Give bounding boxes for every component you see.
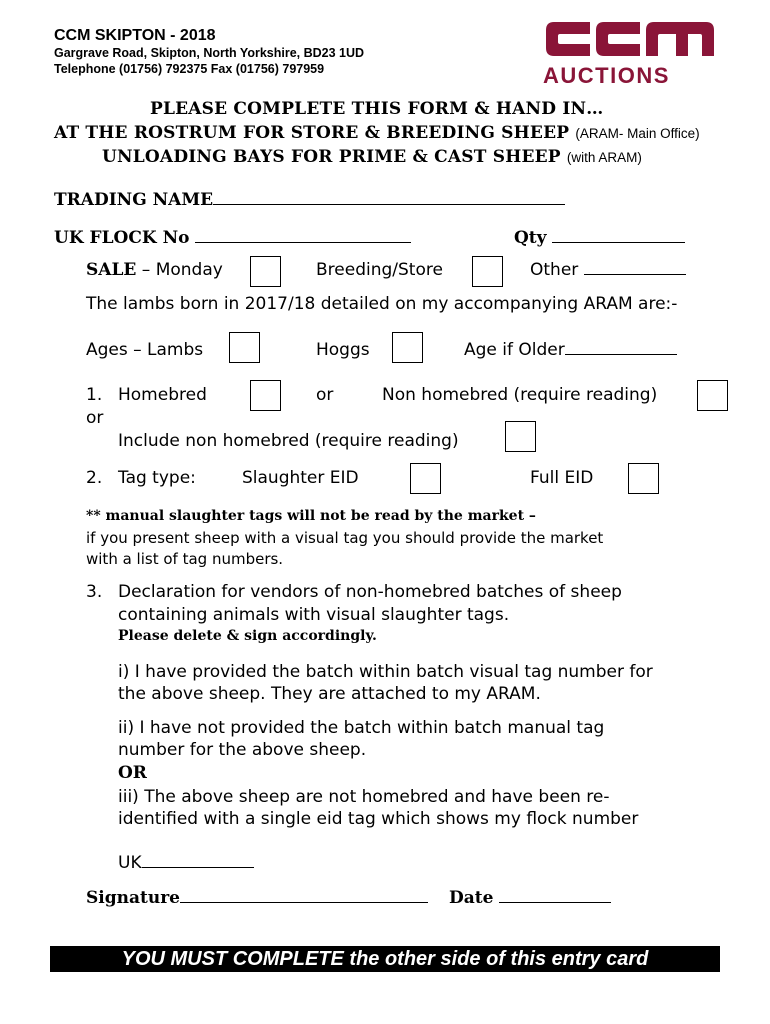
- qty-label: Qty: [514, 228, 547, 248]
- age-older-field[interactable]: [565, 340, 677, 355]
- title-line-3-note: (with ARAM): [566, 150, 642, 165]
- qty-field[interactable]: [552, 228, 685, 243]
- notice-dash: –: [524, 508, 536, 524]
- slaughter-eid-label: Slaughter EID: [242, 468, 359, 488]
- title-line-2: [54, 123, 700, 143]
- sale-label: [86, 260, 223, 280]
- declaration-line-2: containing animals with visual slaughter tags.: [118, 605, 510, 625]
- breeding-store-label: Breeding/Store: [316, 260, 443, 280]
- item2-number: 2.: [86, 468, 103, 488]
- non-homebred-checkbox[interactable]: [697, 380, 728, 411]
- ages-lambs-checkbox[interactable]: [229, 332, 260, 363]
- option-i-line-1: i) I have provided the batch within batch visual tag number for: [118, 662, 653, 682]
- option-ii-line-2: number for the above sheep.: [118, 740, 367, 760]
- ages-lambs-label: Ages – Lambs: [86, 340, 204, 360]
- sale-day: – Monday: [136, 260, 223, 280]
- qty-row: [514, 228, 685, 248]
- title-line-3-main: UNLOADING BAYS FOR PRIME & CAST SHEEP: [102, 147, 561, 167]
- non-homebred-label: Non homebred (require reading): [382, 385, 658, 405]
- notice-line-1: [86, 508, 536, 524]
- slaughter-eid-checkbox[interactable]: [410, 463, 441, 494]
- option-ii-line-1: ii) I have not provided the batch within batch manual tag: [118, 718, 605, 738]
- hoggs-checkbox[interactable]: [392, 332, 423, 363]
- company-name: CCM SKIPTON - 2018: [54, 27, 216, 44]
- notice-bold: manual slaughter tags will not be read by the market: [105, 508, 525, 524]
- trading-name-label: TRADING NAME: [54, 190, 214, 210]
- signature-field[interactable]: [180, 888, 428, 903]
- item1-or-2: or: [86, 408, 104, 428]
- homebred-label: Homebred: [118, 385, 207, 405]
- company-address: Gargrave Road, Skipton, North Yorkshire, BD23 1UD: [54, 46, 365, 60]
- uk-flock-label: UK FLOCK No: [54, 228, 190, 248]
- company-phone: Telephone (01756) 792375 Fax (01756) 797959: [54, 62, 325, 76]
- notice-stars: **: [86, 508, 101, 524]
- declaration-instruction: Please delete & sign accordingly.: [118, 628, 377, 644]
- complete-other-side-banner: YOU MUST COMPLETE the other side of this entry card: [50, 946, 720, 972]
- hoggs-label: Hoggs: [316, 340, 370, 360]
- include-non-homebred-checkbox[interactable]: [505, 421, 536, 452]
- homebred-checkbox[interactable]: [250, 380, 281, 411]
- sale-monday-checkbox[interactable]: [250, 256, 281, 287]
- notice-line-3: with a list of tag numbers.: [86, 550, 284, 568]
- item1-or: or: [316, 385, 334, 405]
- age-older-row: [464, 340, 677, 360]
- title-line-3: [102, 147, 642, 167]
- item1-number: 1.: [86, 385, 103, 405]
- notice-line-2: if you present sheep with a visual tag you should provide the market: [86, 529, 604, 547]
- trading-name-row: [54, 190, 565, 210]
- include-non-homebred-label: Include non homebred (require reading): [118, 431, 459, 451]
- signature-row: [86, 888, 428, 908]
- signature-label: Signature: [86, 888, 180, 908]
- date-row: [449, 888, 611, 908]
- option-or: OR: [118, 763, 147, 783]
- other-label: Other: [530, 260, 579, 280]
- other-row: [530, 260, 686, 280]
- uk-number-row: [118, 853, 254, 873]
- ccm-logo-mark: [542, 20, 716, 68]
- other-field[interactable]: [584, 260, 686, 275]
- title-line-2-note: (ARAM- Main Office): [575, 126, 700, 141]
- full-eid-checkbox[interactable]: [628, 463, 659, 494]
- option-iii-line-2: identified with a single eid tag which shows my flock number: [118, 809, 639, 829]
- title-line-1: PLEASE COMPLETE THIS FORM & HAND IN…: [150, 99, 604, 119]
- date-label: Date: [449, 888, 494, 908]
- age-older-label: Age if Older: [464, 340, 565, 360]
- trading-name-field[interactable]: [213, 190, 565, 205]
- tag-type-label: Tag type:: [118, 468, 196, 488]
- declaration-line-1: Declaration for vendors of non-homebred batches of sheep: [118, 582, 622, 602]
- uk-number-field[interactable]: [142, 853, 254, 868]
- option-i-line-2: the above sheep. They are attached to my ARAM.: [118, 684, 541, 704]
- breeding-store-checkbox[interactable]: [472, 256, 503, 287]
- uk-flock-field[interactable]: [195, 228, 411, 243]
- lambs-statement: The lambs born in 2017/18 detailed on my accompanying ARAM are:-: [86, 294, 678, 314]
- full-eid-label: Full EID: [530, 468, 594, 488]
- item3-number: 3.: [86, 582, 103, 602]
- date-field[interactable]: [499, 888, 611, 903]
- logo-auctions-text: AUCTIONS: [543, 63, 670, 88]
- option-iii-line-1: iii) The above sheep are not homebred and have been re-: [118, 787, 610, 807]
- title-line-2-main: AT THE ROSTRUM FOR STORE & BREEDING SHEEP: [54, 123, 570, 143]
- uk-flock-row: [54, 228, 411, 248]
- sale-label-bold: SALE: [86, 260, 137, 280]
- uk-number-label: UK: [118, 853, 142, 873]
